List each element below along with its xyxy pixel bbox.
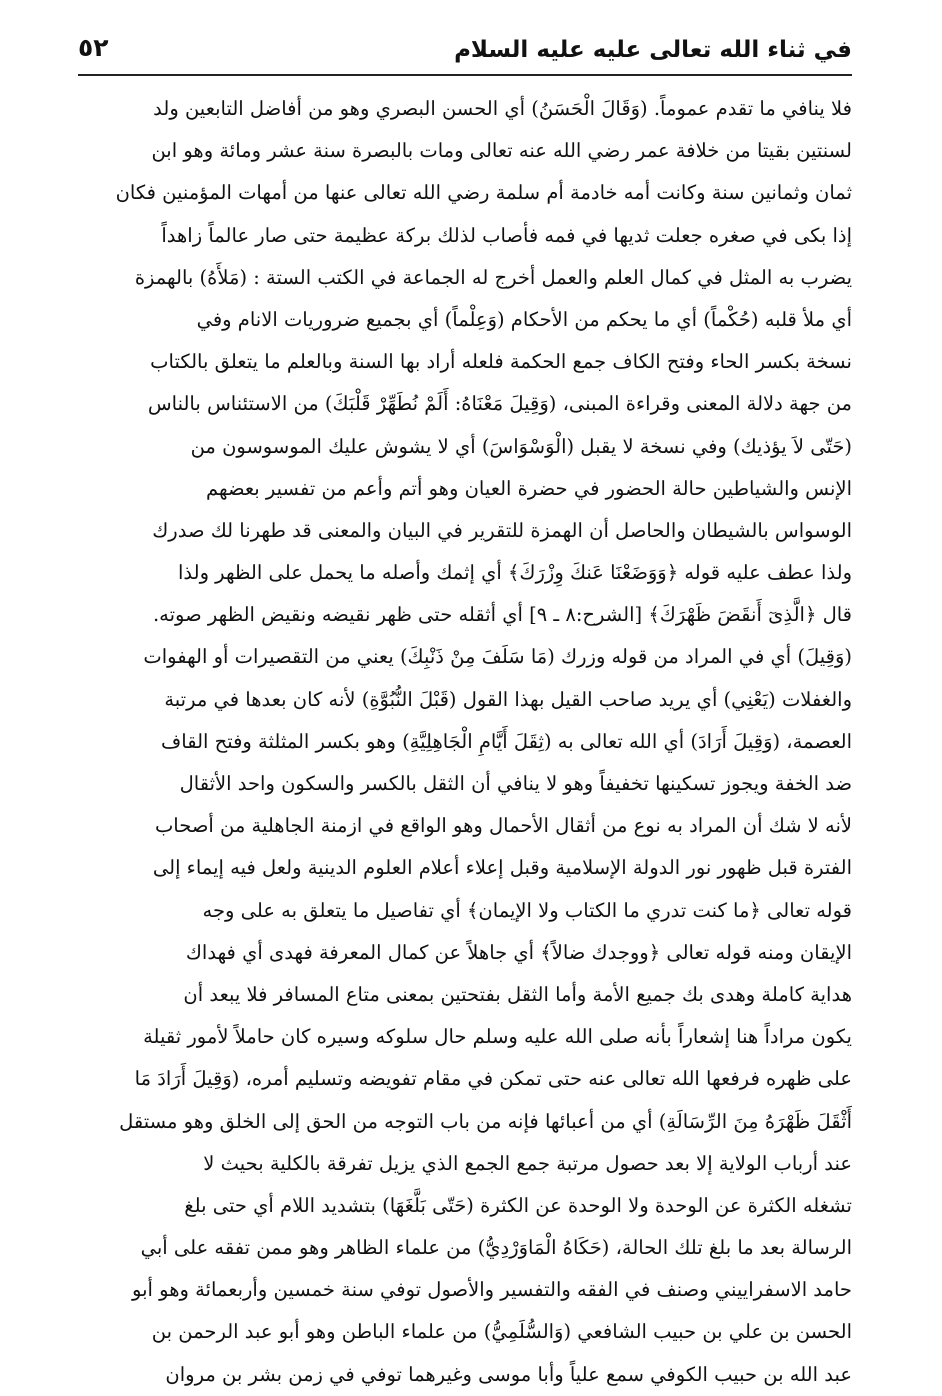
text-line: ضد الخفة ويجوز تسكينها تخفيفاً وهو لا ينافي أن الثقل بالكسر والسكون واحد الأثقال [179,772,852,795]
text-line: تشغله الكثرة عن الوحدة ولا الوحدة عن الكثرة (حَتّى بَلَّغَهَا) بتشديد اللام أي حتى بلغ [184,1193,852,1217]
text-line: إذا بكى في صغره جعلت ثديها في فمه فأصاب لذلك بركة عظيمة حتى صار عالماً زاهداً [161,223,852,247]
text-line: قوله تعالى ﴿ما كنت تدري ما الكتاب ولا الإيمان﴾ أي تفاصيل ما يتعلق به على وجه [202,898,852,922]
text-line: فلا ينافي ما تقدم عموماً. (وَقَالَ الْحَسَنُ) أي الحسن البصري وهو من أفاضل التابعين ولد [153,97,852,120]
text-line: الرسالة بعد ما بلغ تلك الحالة، (حَكَاهُ الْمَاوَرْدِيُّ) من علماء الظاهر وهو ممن تفقه على أبي [140,1236,852,1260]
page-number: ٥٢ [78,33,109,62]
text-line: لأنه لا شك أن المراد به نوع من أثقال الأحمال وهو الواقع في ازمنة الجاهلية من أصحاب [154,814,852,838]
text-line: الحسن بن علي بن حبيب الشافعي (وَالسُّلَمِيُّ) من علماء الباطن وهو أبو عبد الرحمن بن [151,1320,852,1344]
text-line: يكون مراداً هنا إشعاراً بأنه صلى الله عليه وسلم حال سلوكه وسيره كان حاملاً لأمور ثقيلة [143,1025,852,1049]
text-line: ولذا عطف عليه قوله ﴿وَوَضَعْنَا عَنكَ وِزْرَكَ﴾ أي إثمك وأصله ما يحمل على الظهر ولذا [177,561,852,585]
text-line: عبد الله بن حبيب الكوفي سمع علياً وأبا موسى وغيرهما توفي في زمن بشر بن مروان [165,1362,852,1386]
text-line: (وَقِيلَ) أي في المراد من قوله وزرك (مَا سَلَفَ مِنْ ذَنْبِكَ) يعني من التقصيرات أو الهفوات [143,645,852,669]
text-line: والغفلات (يَعْنِي) أي يريد صاحب القيل بهذا القول (قَبْلَ النُّبُوَّةِ) لأنه كان بعدها في مرتبة [164,687,852,711]
running-title: في ثناء الله تعالى عليه عليه السلام [454,37,852,63]
text-line: قال ﴿الَّذِىٓ أَنقَضَ ظَهْرَكَ﴾ [الشرح:٨ ـ ٩] أي أثقله حتى ظهر نقيضه ونقيض الظهر صوته. [152,603,852,627]
text-line: نسخة بكسر الحاء وفتح الكاف جمع الحكمة فلعله أراد بها السنة وبالعلم ما يتعلق بالكتاب [150,350,852,374]
text-line: أي ملأ قلبه (حُكْماً) أي ما يحكم من الأحكام (وَعِلْماً) أي بجميع ضروريات الانام وفي [196,307,852,331]
text-line: الفترة قبل ظهور نور الدولة الإسلامية وقبل إعلاء أعلام العلوم الدينية ولعل فيه إيماء إلى [152,856,852,880]
text-line: (حَتّى لاَ يؤذيك) وفي نسخة لا يقبل (الْوَسْوَاسَ) أي لا يشوش عليك الموسوسون من [190,434,852,458]
text-line: العصمة، (وَقِيلَ أَرَادَ) أي الله تعالى به (ثِقَلَ أَيَّامِ الْجَاهِلِيَّةِ) وهو بكسر المثلثة وفتح القاف [161,729,852,753]
text-line: الإنس والشياطين حالة الحضور في حضرة العيان وهو أتم وأعم من تفسير بعضهم [206,476,852,500]
text-line: لسنتين بقيتا من خلافة عمر رضي الله عنه تعالى ومات بالبصرة سنة عشر ومائة وهو ابن [151,139,852,163]
text-line: الإيقان ومنه قوله تعالى ﴿ووجدك ضالاً﴾ أي جاهلاً عن كمال المعرفة فهدى أي فهداك [185,940,852,964]
text-line: حامد الاسفراييني وصنف في الفقه والتفسير والأصول توفي سنة خمسين وأربعمائة وهو أبو [132,1278,852,1302]
text-line: هداية كاملة وهدى بك جميع الأمة وأما الثقل بفتحتين بمعنى متاع المسافر فلا يبعد أن [183,982,852,1006]
body-text [78,88,852,1396]
text-line: ثمان وثمانين سنة وكانت أمه خادمة أم سلمة رضي الله تعالى عنها من أمهات المؤمنين فكان [115,181,852,205]
text-line: يضرب به المثل في كمال العلم والعمل أخرج له الجماعة في الكتب الستة : (مَلأَهُ) بالهمزة [134,265,852,289]
text-line: من جهة دلالة المعنى وقراءة المبنى، (وَقِيلَ مَعْنَاهُ: أَلَمْ نُطَهِّرْ قَلْبَكَ) من الاستئناس بالناس [147,392,852,416]
text-line: الوسواس بالشيطان والحاصل أن الهمزة للتقرير في البيان والمعنى قد طهرنا لك صدرك [152,518,852,542]
page-header [78,28,852,72]
header-divider [78,74,852,76]
text-line: عند أرباب الولاية إلا بعد حصول مرتبة جمع الجمع الذي يزيل تفرقة بالكلية بحيث لا [203,1151,852,1175]
text-line: أَثْقَلَ ظَهْرَهُ مِنَ الرِّسَالَةِ) أي من أعبائها فإنه من باب التوجه من الحق إلى الخلق وهو مستقل [119,1109,852,1133]
text-line: على ظهره فرفعها الله تعالى عنه حتى تمكن في مقام تفويضه وتسليم أمره، (وَقِيلَ أَرَادَ مَا [134,1067,852,1091]
